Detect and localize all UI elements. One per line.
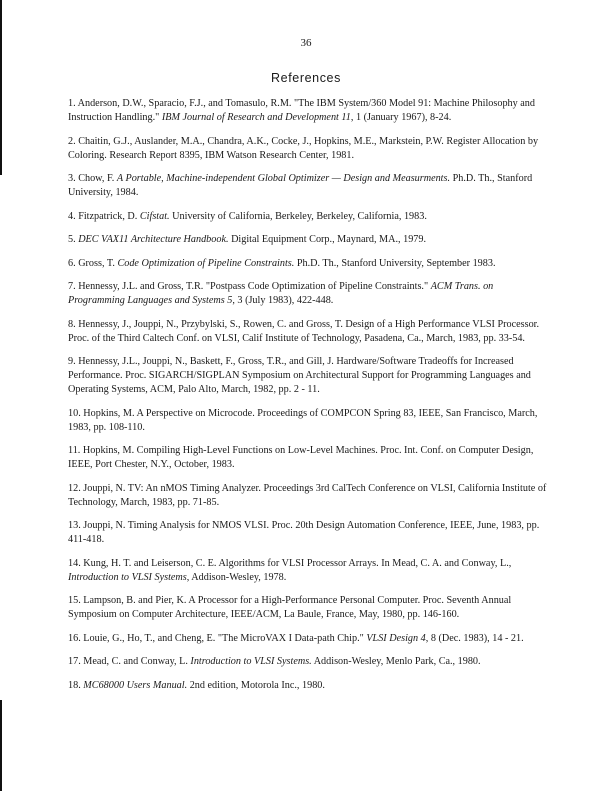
reference-list: [68, 97, 550, 702]
reference-item: [68, 482, 550, 510]
reference-text-tail: Ph.D. Th., Stanford University, 1984.: [68, 173, 533, 198]
reference-number: 16.: [68, 632, 81, 644]
reference-title: VLSI Design 4: [366, 632, 426, 644]
reference-item: [68, 97, 550, 125]
reference-item: [68, 632, 550, 646]
reference-number: 9.: [68, 356, 76, 367]
reference-title: A Portable, Machine-independent Global Optimizer — Design and Measurments.: [116, 173, 451, 184]
reference-item: [68, 135, 550, 163]
reference-text: Louie, G., Ho, T., and Cheng, E. "The MicroVAX I Data-path Chip.": [83, 632, 367, 644]
reference-text: Hopkins, M. A Perspective on Microcode. Proceedings of COMPCON Spring 83, IEEE, San Francisco, March, 1983, pp. 108-110.: [68, 407, 538, 433]
reference-text-tail: Addison-Wesley, Menlo Park, Ca., 1980.: [311, 656, 481, 667]
reference-number: 7.: [68, 281, 76, 292]
reference-number: 6.: [68, 257, 76, 269]
reference-number: 15.: [68, 595, 81, 606]
reference-title: Introduction to VLSI Systems.: [190, 656, 312, 667]
reference-title: IBM Journal of Research and Development 11: [161, 112, 351, 123]
scan-edge-mark-top: [0, 0, 2, 175]
reference-text-tail: , 1 (January 1967), 8-24.: [350, 112, 452, 123]
reference-number: 14.: [68, 557, 81, 569]
reference-text: Kung, H. T. and Leiserson, C. E. Algorithms for VLSI Processor Arrays. In Mead, C. A. and Conway, L.,: [83, 557, 512, 569]
reference-title: Introduction to VLSI Systems: [68, 571, 187, 583]
reference-title: Cifstat.: [139, 210, 170, 222]
reference-text-tail: 2nd edition, Motorola Inc., 1980.: [187, 679, 325, 691]
reference-text: Lampson, B. and Pier, K. A Processor for a High-Performance Personal Computer. Proc. Seventh Annual Symposium on Computer Architecture, IEEE/ACM, La Baule, France, May, 1980, pp. 146-160.: [68, 595, 512, 620]
reference-number: 1.: [68, 98, 76, 109]
scan-edge-mark-bottom: [0, 700, 2, 791]
reference-number: 3.: [68, 173, 76, 184]
references-heading: References: [271, 71, 341, 85]
reference-text: Hennessy, J.L., Jouppi, N., Baskett, F., Gross, T.R., and Gill, J. Hardware/Software Tradeoffs for Increased Performance. Proc. SIGARCH/SIGPLAN Symposium on Architectural Support for Programming Languages and Operating Systems, ACM, Palo Alto, March, 1982, pp. 2 - 11.: [68, 356, 531, 395]
reference-number: 17.: [68, 656, 81, 667]
reference-item: [68, 318, 550, 346]
reference-text: Chaitin, G.J., Auslander, M.A., Chandra, A.K., Cocke, J., Hopkins, M.E., Markstein, P.W. Register Allocation by Coloring. Research Report 8395, IBM Watson Research Center, 1981.: [68, 135, 539, 161]
reference-text: Hennessy, J., Jouppi, N., Przybylski, S., Rowen, C. and Gross, T. Design of a High Performance VLSI Processor. Proc. of the Third Caltech Conf. on VLSI, Calif Institute of Technology, Pasadena, Ca., March, 1983, pp. 33-54.: [68, 318, 540, 344]
reference-text: Fitzpatrick, D.: [78, 210, 140, 222]
reference-text: Chow, F.: [78, 173, 117, 184]
reference-text-tail: Digital Equipment Corp., Maynard, MA., 1979.: [228, 234, 427, 245]
reference-item: [68, 557, 550, 585]
reference-number: 5.: [68, 234, 76, 245]
reference-item: [68, 172, 550, 200]
reference-text: Jouppi, N. TV: An nMOS Timing Analyzer. Proceedings 3rd CalTech Conference on VLSI, California Institute of Technology, March, 1983, pp. 71-85.: [68, 482, 547, 508]
reference-text-tail: University of California, Berkeley, Berkeley, California, 1983.: [169, 210, 427, 222]
reference-number: 13.: [68, 520, 81, 531]
reference-number: 11.: [68, 445, 81, 456]
reference-text-tail: Ph.D. Th., Stanford University, September 1983.: [294, 257, 496, 269]
reference-item: [68, 280, 550, 308]
reference-number: 2.: [68, 135, 76, 147]
reference-item: [68, 444, 550, 472]
reference-item: [68, 679, 550, 693]
reference-number: 8.: [68, 318, 76, 330]
reference-text: Mead, C. and Conway, L.: [83, 656, 191, 667]
reference-text-tail: , 8 (Dec. 1983), 14 - 21.: [425, 632, 524, 644]
reference-item: [68, 519, 550, 547]
reference-title: DEC VAX11 Architecture Handbook.: [78, 234, 229, 245]
reference-text: Anderson, D.W., Sparacio, F.J., and Tomasulo, R.M. "The IBM System/360 Model 91: Machine Philosophy and Instruction Handling.": [68, 98, 535, 123]
reference-text: Jouppi, N. Timing Analysis for NMOS VLSI. Proc. 20th Design Automation Conference, IEEE, June, 1983, pp. 411-418.: [68, 520, 540, 545]
page-number: 36: [300, 37, 312, 49]
reference-item: [68, 594, 550, 622]
reference-number: 4.: [68, 210, 76, 222]
reference-item: [68, 655, 550, 669]
reference-number: 10.: [68, 407, 81, 419]
reference-item: [68, 407, 550, 435]
reference-item: [68, 257, 550, 271]
reference-title: ACM Trans. on Programming Languages and Systems 5: [68, 281, 494, 306]
reference-text-tail: , 3 (July 1983), 422-448.: [232, 295, 334, 306]
reference-title: MC68000 Users Manual.: [83, 679, 188, 691]
reference-item: [68, 355, 550, 397]
reference-number: 12.: [68, 482, 81, 494]
reference-title: Code Optimization of Pipeline Constraints.: [117, 257, 295, 269]
reference-text-tail: , Addison-Wesley, 1978.: [186, 571, 287, 583]
reference-number: 18.: [68, 679, 81, 691]
reference-item: [68, 233, 550, 247]
reference-text: Hennessy, J.L. and Gross, T.R. "Postpass Code Optimization of Pipeline Constraints.": [78, 281, 431, 292]
reference-item: [68, 210, 550, 224]
reference-text: Gross, T.: [78, 257, 118, 269]
reference-text: Hopkins, M. Compiling High-Level Functions on Low-Level Machines. Proc. Int. Conf. on Computer Design, IEEE, Port Chester, N.Y., October, 1983.: [68, 445, 534, 470]
